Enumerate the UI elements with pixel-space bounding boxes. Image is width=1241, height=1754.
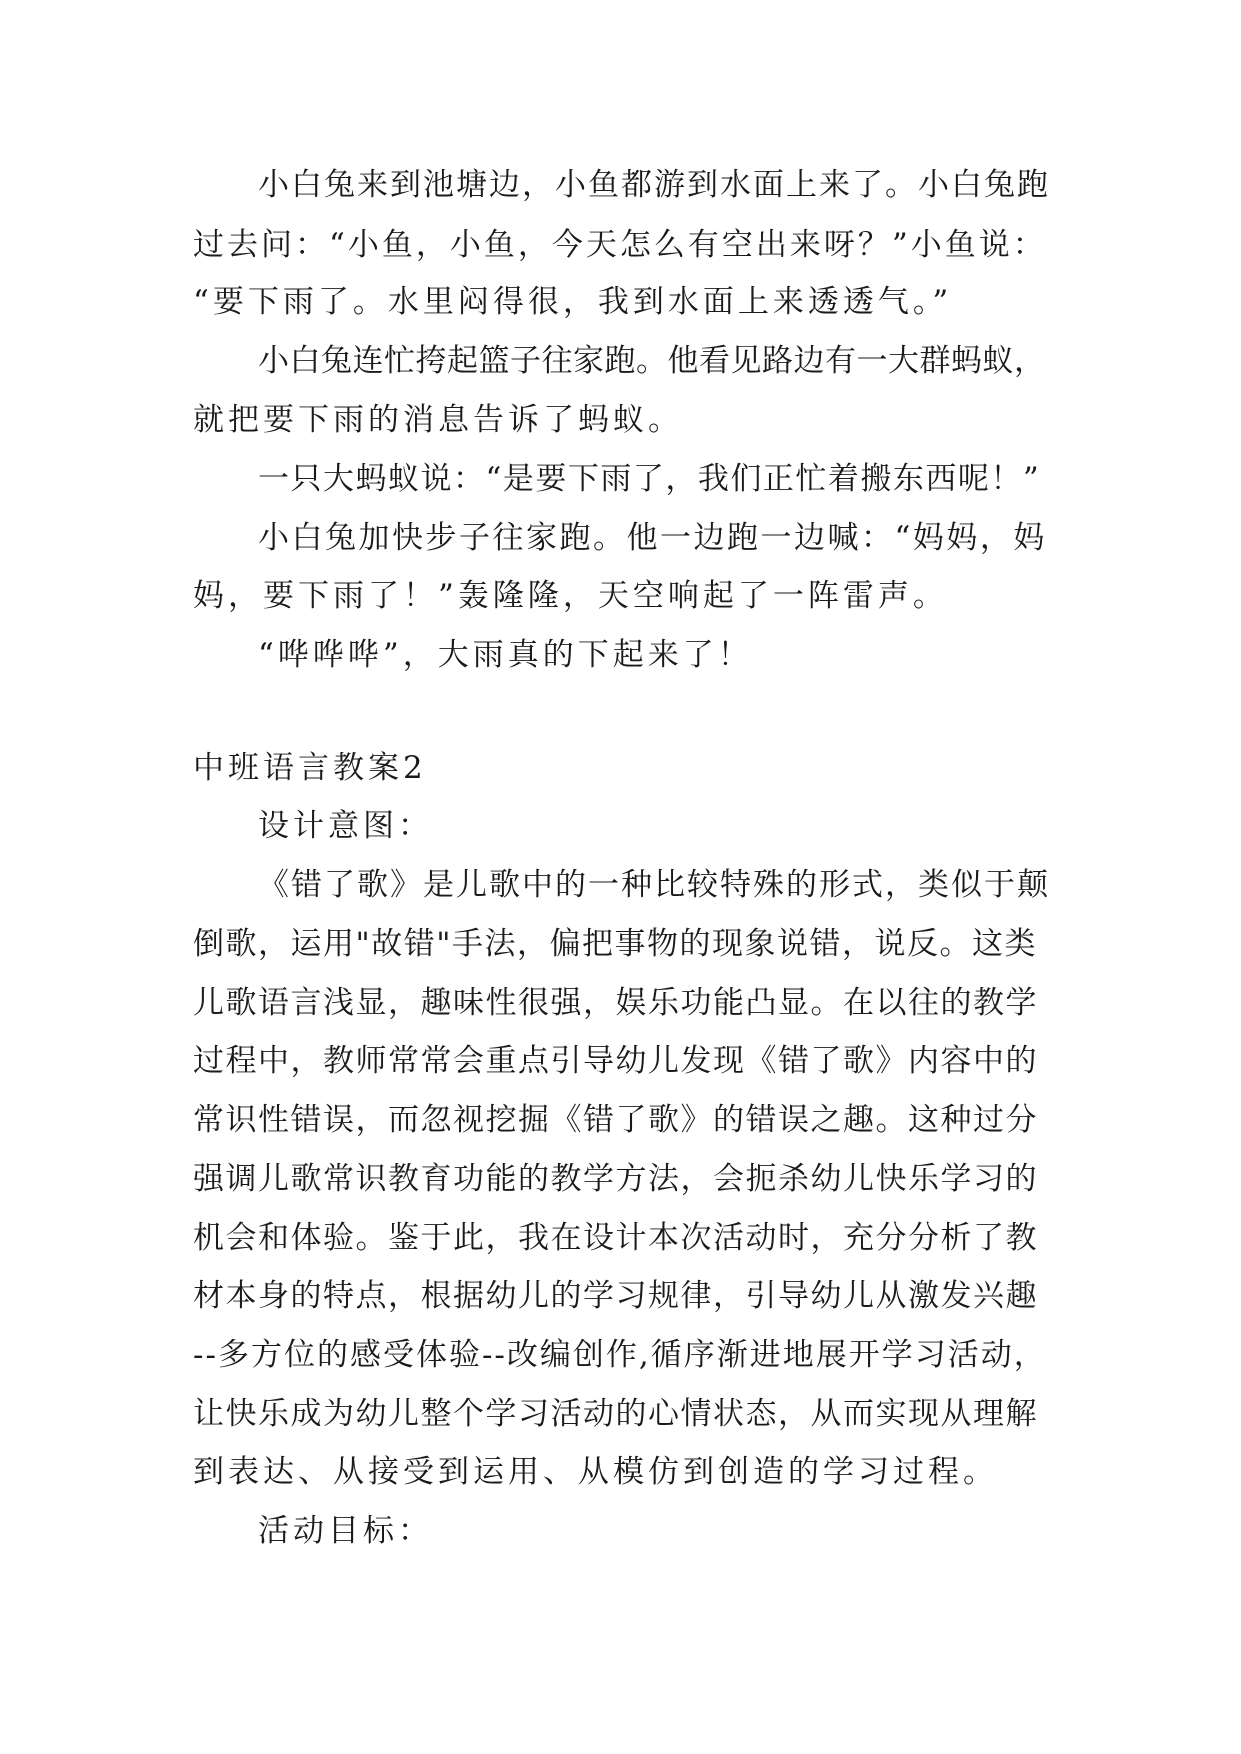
section-title: 中班语言教案2: [193, 750, 427, 786]
paragraph-line: 材本身的特点，根据幼儿的学习规律，引导幼儿从激发兴趣: [193, 1278, 1038, 1314]
story-line: 一只大蚂蚁说：“是要下雨了，我们正忙着搬东西呢！”: [258, 461, 1041, 497]
paragraph-line: --多方位的感受体验--改编创作,循序渐进地展开学习活动，: [193, 1337, 1047, 1373]
paragraph-line: 儿歌语言浅显，趣味性很强，娱乐功能凸显。在以往的教学: [193, 985, 1038, 1021]
paragraph-line: 过程中，教师常常会重点引导幼儿发现《错了歌》内容中的: [193, 1043, 1038, 1079]
paragraph-line: 《错了歌》是儿歌中的一种比较特殊的形式，类似于颠: [258, 867, 1050, 903]
story-line: “要下雨了。水里闷得很，我到水面上来透透气。”: [193, 284, 953, 320]
design-heading: 设计意图：: [258, 808, 433, 844]
story-line: 小白兔加快步子往家跑。他一边跑一边喊：“妈妈，妈: [258, 520, 1047, 556]
story-line: 妈，要下雨了！”轰隆隆，天空响起了一阵雷声。: [193, 578, 948, 614]
story-line: “哗哗哗”，大雨真的下起来了！: [258, 637, 753, 673]
goals-heading: 活动目标：: [258, 1513, 433, 1549]
paragraph-line: 常识性错误，而忽视挖掘《错了歌》的错误之趣。这种过分: [193, 1102, 1038, 1138]
paragraph-line: 倒歌，运用"故错"手法，偏把事物的现象说错，说反。这类: [193, 926, 1038, 962]
story-line: 就把要下雨的消息告诉了蚂蚁。: [193, 402, 683, 438]
story-line: 小白兔连忙挎起篮子往家跑。他看见路边有一大群蚂蚁，: [258, 343, 1046, 379]
paragraph-line: 让快乐成为幼儿整个学习活动的心情状态，从而实现从理解: [193, 1396, 1038, 1432]
paragraph-line: 强调儿歌常识教育功能的教学方法，会扼杀幼儿快乐学习的: [193, 1161, 1038, 1197]
paragraph-line: 机会和体验。鉴于此，我在设计本次活动时，充分分析了教: [193, 1220, 1038, 1256]
paragraph-line: 到表达、从接受到运用、从模仿到创造的学习过程。: [193, 1454, 998, 1490]
story-line: 小白兔来到池塘边，小鱼都游到水面上来了。小白兔跑: [258, 167, 1050, 203]
story-line: 过去问：“小鱼，小鱼，今天怎么有空出来呀？”小鱼说：: [193, 227, 1047, 263]
